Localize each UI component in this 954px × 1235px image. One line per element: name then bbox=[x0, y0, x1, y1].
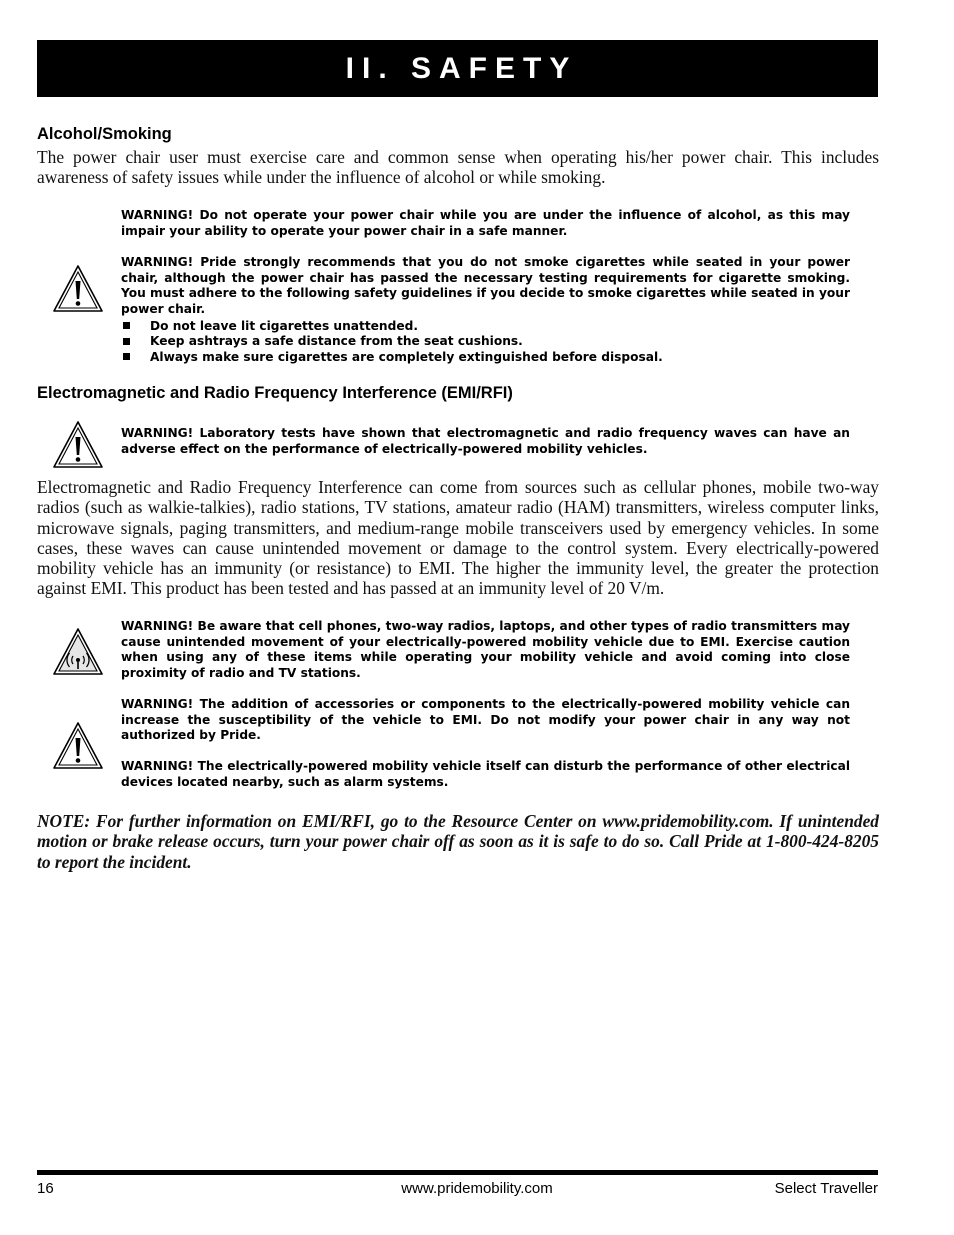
footer-url: www.pridemobility.com bbox=[401, 1180, 553, 1197]
warning-radio-transmitters: WARNING! Be aware that cell phones, two-way radios, laptops, and other types of radio transmitters may cause unintended movement of your electrically-powered mobility vehicle due to EMI. Exercise caution when using any of these items while operating your mobility vehicle and avoid coming into close proximity of radio and TV stations. bbox=[121, 619, 850, 680]
bullet-square-icon bbox=[123, 322, 130, 329]
warning-triangle-icon bbox=[52, 721, 104, 770]
warning-disturb-devices: WARNING! The electrically-powered mobility vehicle itself can disturb the performance of other electrical devices located nearby, such as alarm systems. bbox=[121, 759, 850, 789]
heading-emi-rfi: Electromagnetic and Radio Frequency Interference (EMI/RFI) bbox=[37, 384, 513, 402]
warning-triangle-icon bbox=[52, 420, 104, 469]
footer-product-name: Select Traveller bbox=[774, 1180, 878, 1197]
warning-triangle-icon bbox=[52, 264, 104, 313]
warning-alcohol: WARNING! Do not operate your power chair while you are under the influence of alcohol, as this may impair your ability to operate your power chair in a safe manner. bbox=[121, 208, 850, 238]
list-item: Keep ashtrays a safe distance from the seat cushions. bbox=[121, 334, 850, 350]
radio-wave-triangle-icon bbox=[52, 627, 104, 676]
smoking-guidelines-list bbox=[121, 318, 850, 365]
list-item: Do not leave lit cigarettes unattended. bbox=[121, 318, 850, 334]
paragraph-alcohol-intro: The power chair user must exercise care and common sense when operating his/her power chair. This includes awareness of safety issues while under the influence of alcohol or while smoking. bbox=[37, 147, 879, 188]
footer-divider bbox=[37, 1170, 878, 1175]
bullet-square-icon bbox=[123, 353, 130, 360]
list-item: Always make sure cigarettes are completely extinguished before disposal. bbox=[121, 349, 850, 365]
warning-accessories: WARNING! The addition of accessories or components to the electrically-powered mobility vehicle can increase the susceptibility of the vehicle to EMI. Do not modify your power chair in any way not authorized by Pride. bbox=[121, 697, 850, 743]
paragraph-emi-body: Electromagnetic and Radio Frequency Interference can come from sources such as cellular phones, mobile two-way radios (such as walkie-talkies), radio stations, TV stations, amateur radio (HAM) transmitters, wireless computer links, microwave signals, paging transmitters, and medium-range mobile transceivers used by emergency vehicles. In some cases, these waves can cause unintended movement or damage to the control system. Every electrically-powered mobility vehicle has an immunity (or resistance) to EMI. The higher the immunity level, the greater the protection against EMI. This product has been tested and has passed at an immunity level of 20 V/m. bbox=[37, 477, 879, 599]
warning-emi-lab-tests: WARNING! Laboratory tests have shown that electromagnetic and radio frequency waves can have an adverse effect on the performance of electrically-powered mobility vehicles. bbox=[121, 426, 850, 456]
section-banner bbox=[37, 40, 878, 97]
warning-smoking: WARNING! Pride strongly recommends that you do not smoke cigarettes while seated in your power chair, although the power chair has passed the necessary testing requirements for cigarette smoking. You must adhere to the following safety guidelines if you decide to smoke cigarettes while seated in your power chair. bbox=[121, 255, 850, 316]
note-emi-resource: NOTE: For further information on EMI/RFI, go to the Resource Center on www.pridemobility.com. If unintended motion or brake release occurs, turn your power chair off as soon as it is safe to do so. Call Pride at 1-800-424-8205 to report the incident. bbox=[37, 811, 879, 872]
heading-alcohol-smoking: Alcohol/Smoking bbox=[37, 125, 172, 143]
page-title: II. SAFETY bbox=[345, 51, 578, 85]
page-number: 16 bbox=[37, 1180, 54, 1197]
bullet-square-icon bbox=[123, 338, 130, 345]
